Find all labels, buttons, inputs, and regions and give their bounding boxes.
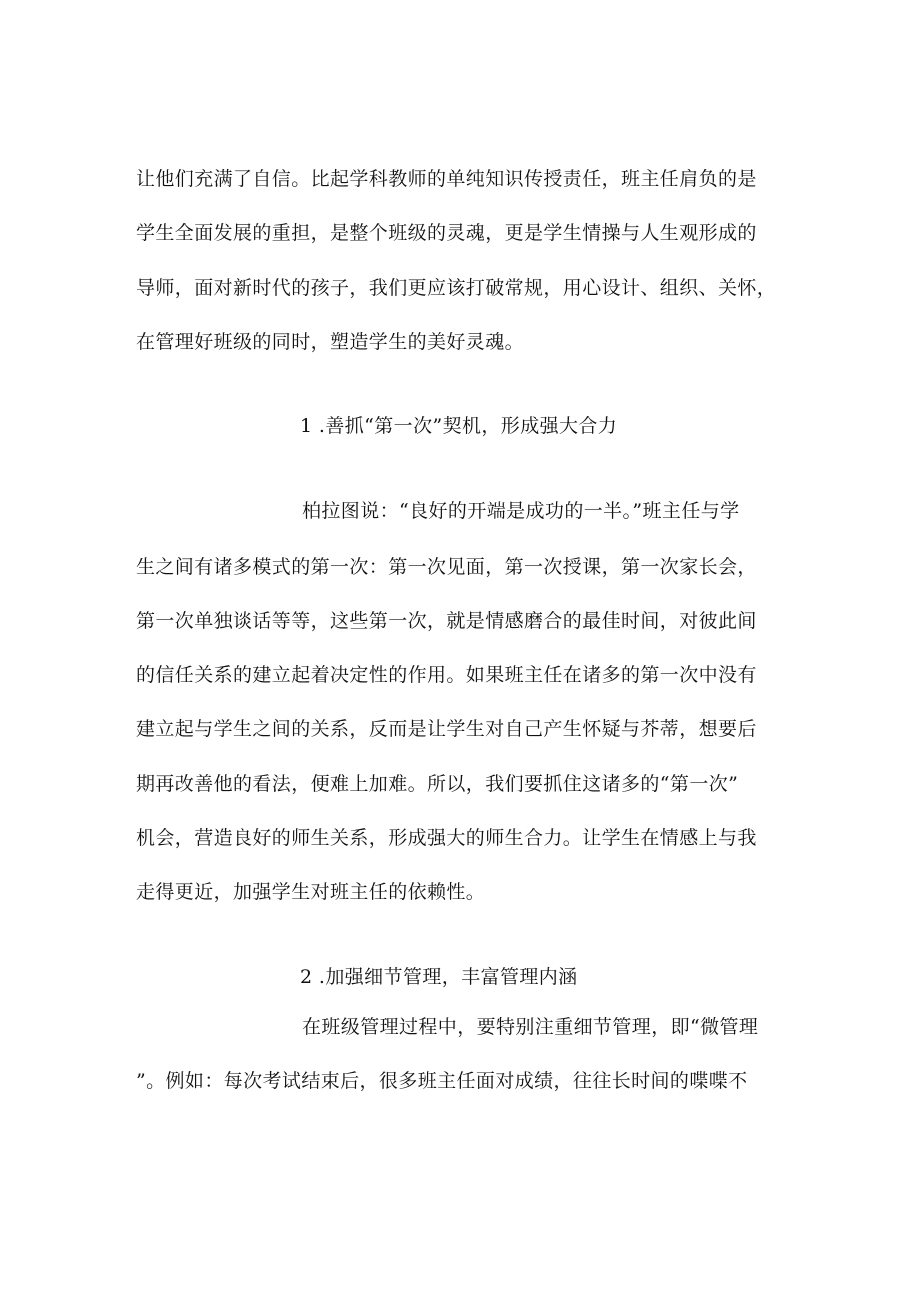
paragraph-line: 机会，营造良好的师生关系，形成强大的师生合力。让学生在情感上与我 [136, 827, 757, 849]
paragraph-line: 让他们充满了自信。比起学科教师的单纯知识传授责任，班主任肩负的是 [136, 168, 757, 190]
paragraph-line: 在管理好班级的同时，塑造学生的美好灵魂。 [136, 331, 525, 353]
section-heading-2: 2 .加强细节管理，丰富管理内涵 [300, 966, 578, 988]
paragraph-line: 第一次单独谈话等等，这些第一次，就是情感磨合的最佳时间，对彼此间 [136, 610, 757, 632]
paragraph-line: 导师，面对新时代的孩子，我们更应该打破常规，用心设计、组织、关怀， [136, 277, 777, 299]
paragraph-line: 在班级管理过程中，要特别注重细节管理，即“微管理 [302, 1016, 759, 1038]
paragraph-line: 建立起与学生之间的关系，反而是让学生对自己产生怀疑与芥蒂，想要后 [136, 718, 757, 740]
paragraph-line: 柏拉图说：“良好的开端是成功的一半。”班主任与学 [302, 500, 740, 522]
paragraph-line: 学生全面发展的重担，是整个班级的灵魂，更是学生情操与人生观形成的 [136, 222, 757, 244]
paragraph-line: 生之间有诸多模式的第一次：第一次见面，第一次授课，第一次家长会， [136, 556, 757, 578]
paragraph-line: 期再改善他的看法，便难上加难。所以，我们要抓住这诸多的“第一次” [136, 773, 739, 795]
paragraph-line: ”。例如：每次考试结束后，很多班主任面对成绩，往往长时间的喋喋不 [136, 1070, 748, 1092]
section-heading-1: 1 .善抓“第一次”契机，形成强大合力 [300, 415, 618, 437]
paragraph-line: 的信任关系的建立起着决定性的作用。如果班主任在诸多的第一次中没有 [136, 664, 757, 686]
paragraph-line: 走得更近，加强学生对班主任的依赖性。 [136, 881, 486, 903]
